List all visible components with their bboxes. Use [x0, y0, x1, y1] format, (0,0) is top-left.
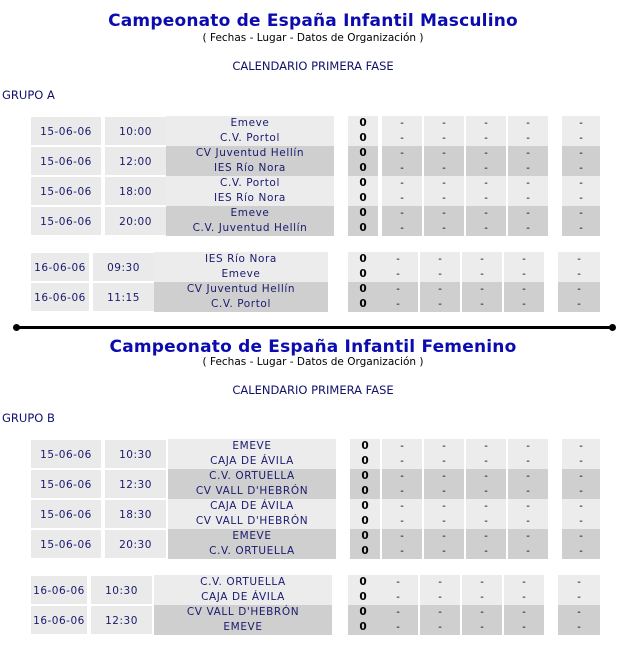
- section-subtitle-femenino: ( Fechas - Lugar - Datos de Organización ): [202, 356, 424, 368]
- team-name: IES Río Nora: [166, 191, 334, 206]
- team-score: 0: [348, 575, 378, 590]
- match-time: 12:30: [104, 469, 167, 499]
- calendar-heading-masculino: CALENDARIO PRIMERA FASE: [232, 59, 394, 73]
- set-score: -: [420, 590, 460, 605]
- set-score: -: [462, 590, 502, 605]
- set-score: -: [466, 176, 506, 191]
- set-score: -: [508, 514, 548, 529]
- set-score: -: [508, 484, 548, 499]
- match-time: 10:00: [104, 116, 167, 146]
- set-score: -: [424, 544, 464, 559]
- set-score: -: [382, 131, 422, 146]
- match-date: 15-06-06: [30, 499, 102, 529]
- team-score: 0: [348, 161, 378, 176]
- team-name: EMEVE: [168, 439, 336, 454]
- team-score: 0: [350, 544, 380, 559]
- team-name: CV VALL D'HEBRÓN: [168, 484, 336, 499]
- team-name: EMEVE: [168, 529, 336, 544]
- set-total: -: [562, 529, 600, 544]
- set-score: -: [508, 221, 548, 236]
- set-score: -: [466, 161, 506, 176]
- team-name: C.V. ORTUELLA: [168, 469, 336, 484]
- set-total: -: [558, 297, 600, 312]
- set-score: -: [466, 514, 506, 529]
- set-score: -: [466, 499, 506, 514]
- match-date: 16-06-06: [30, 252, 90, 282]
- set-score: -: [462, 267, 502, 282]
- set-score: -: [420, 267, 460, 282]
- match-time: 20:00: [104, 206, 167, 236]
- set-score: -: [378, 267, 418, 282]
- set-score: -: [508, 116, 548, 131]
- set-score: -: [424, 131, 464, 146]
- set-total: -: [562, 499, 600, 514]
- set-score: -: [466, 469, 506, 484]
- set-score: -: [462, 252, 502, 267]
- set-score: -: [508, 529, 548, 544]
- set-score: -: [382, 161, 422, 176]
- set-score: -: [424, 191, 464, 206]
- match-row: [30, 146, 606, 177]
- team-score: 0: [350, 454, 380, 469]
- set-score: -: [466, 191, 506, 206]
- match-date: 15-06-06: [30, 176, 102, 206]
- set-score: -: [420, 605, 460, 620]
- set-score: -: [424, 454, 464, 469]
- team-name: C.V. Juventud Hellín: [166, 221, 334, 236]
- team-score: 0: [348, 116, 378, 131]
- set-total: -: [562, 206, 600, 221]
- set-score: -: [466, 454, 506, 469]
- set-score: -: [382, 529, 422, 544]
- set-total: -: [562, 116, 600, 131]
- team-name: Emeve: [166, 116, 334, 131]
- set-score: -: [466, 131, 506, 146]
- set-score: -: [420, 575, 460, 590]
- set-score: -: [508, 206, 548, 221]
- set-score: -: [466, 221, 506, 236]
- match-row: [30, 116, 606, 147]
- set-score: -: [462, 282, 502, 297]
- set-score: -: [420, 282, 460, 297]
- set-score: -: [508, 469, 548, 484]
- set-score: -: [508, 146, 548, 161]
- set-score: -: [462, 620, 502, 635]
- set-score: -: [424, 161, 464, 176]
- set-score: -: [382, 454, 422, 469]
- team-name: C.V. Portol: [154, 297, 328, 312]
- team-score: 0: [350, 529, 380, 544]
- match-row: [30, 206, 606, 237]
- match-date: 15-06-06: [30, 206, 102, 236]
- team-score: 0: [348, 267, 378, 282]
- match-time: 10:30: [104, 439, 167, 469]
- team-name: CV Juventud Hellín: [166, 146, 334, 161]
- match-time: 18:00: [104, 176, 167, 206]
- team-score: 0: [350, 514, 380, 529]
- set-score: -: [462, 605, 502, 620]
- team-name: CV VALL D'HEBRÓN: [168, 514, 336, 529]
- match-row: [30, 252, 606, 283]
- set-score: -: [382, 469, 422, 484]
- set-score: -: [504, 282, 544, 297]
- team-name: C.V. ORTUELLA: [168, 544, 336, 559]
- team-score: 0: [348, 206, 378, 221]
- team-score: 0: [348, 605, 378, 620]
- set-score: -: [424, 469, 464, 484]
- section-title-masculino: Campeonato de España Infantil Masculino: [108, 11, 518, 31]
- set-total: -: [558, 282, 600, 297]
- match-row: [30, 499, 606, 530]
- match-date: 15-06-06: [30, 116, 102, 146]
- set-score: -: [378, 575, 418, 590]
- team-score: 0: [350, 499, 380, 514]
- set-score: -: [424, 484, 464, 499]
- set-total: -: [562, 131, 600, 146]
- set-score: -: [378, 620, 418, 635]
- set-score: -: [504, 252, 544, 267]
- set-score: -: [378, 282, 418, 297]
- team-score: 0: [348, 282, 378, 297]
- set-score: -: [424, 514, 464, 529]
- set-score: -: [504, 297, 544, 312]
- set-score: -: [424, 206, 464, 221]
- set-score: -: [424, 146, 464, 161]
- set-score: -: [466, 439, 506, 454]
- set-score: -: [466, 484, 506, 499]
- match-date: 15-06-06: [30, 439, 102, 469]
- team-score: 0: [348, 252, 378, 267]
- set-total: -: [558, 590, 600, 605]
- match-row: [30, 176, 606, 207]
- match-time: 09:30: [92, 252, 155, 282]
- team-name: CAJA DE ÁVILA: [154, 590, 332, 605]
- match-date: 15-06-06: [30, 529, 102, 559]
- match-row: [30, 575, 606, 606]
- set-score: -: [504, 605, 544, 620]
- team-score: 0: [350, 484, 380, 499]
- set-score: -: [424, 529, 464, 544]
- set-score: -: [424, 176, 464, 191]
- group-label-a: GRUPO A: [2, 88, 55, 102]
- set-total: -: [558, 252, 600, 267]
- set-score: -: [424, 116, 464, 131]
- set-total: -: [562, 544, 600, 559]
- set-score: -: [378, 297, 418, 312]
- set-score: -: [420, 620, 460, 635]
- set-total: -: [562, 469, 600, 484]
- match-date: 16-06-06: [30, 605, 88, 635]
- set-score: -: [466, 206, 506, 221]
- set-total: -: [562, 514, 600, 529]
- team-name: CV Juventud Hellín: [154, 282, 328, 297]
- set-score: -: [382, 191, 422, 206]
- set-score: -: [504, 575, 544, 590]
- set-total: -: [562, 191, 600, 206]
- set-score: -: [508, 544, 548, 559]
- set-score: -: [378, 590, 418, 605]
- set-total: -: [558, 620, 600, 635]
- team-name: Emeve: [154, 267, 328, 282]
- team-score: 0: [348, 191, 378, 206]
- set-score: -: [382, 116, 422, 131]
- set-score: -: [424, 221, 464, 236]
- set-score: -: [508, 161, 548, 176]
- match-time: 12:00: [104, 146, 167, 176]
- team-score: 0: [348, 590, 378, 605]
- match-date: 15-06-06: [30, 146, 102, 176]
- match-time: 20:30: [104, 529, 167, 559]
- set-score: -: [466, 529, 506, 544]
- set-total: -: [562, 161, 600, 176]
- set-score: -: [466, 146, 506, 161]
- team-name: Emeve: [166, 206, 334, 221]
- team-name: C.V. Portol: [166, 131, 334, 146]
- set-score: -: [420, 297, 460, 312]
- match-row: [30, 282, 606, 313]
- team-name: C.V. ORTUELLA: [154, 575, 332, 590]
- set-score: -: [504, 590, 544, 605]
- match-time: 11:15: [92, 282, 155, 312]
- set-score: -: [382, 484, 422, 499]
- set-total: -: [558, 267, 600, 282]
- team-name: C.V. Portol: [166, 176, 334, 191]
- team-score: 0: [350, 439, 380, 454]
- set-score: -: [378, 605, 418, 620]
- team-score: 0: [348, 221, 378, 236]
- match-time: 10:30: [90, 575, 153, 605]
- match-date: 15-06-06: [30, 469, 102, 499]
- set-score: -: [382, 146, 422, 161]
- set-score: -: [462, 297, 502, 312]
- set-score: -: [424, 499, 464, 514]
- set-score: -: [508, 499, 548, 514]
- set-score: -: [382, 221, 422, 236]
- set-score: -: [508, 131, 548, 146]
- set-score: -: [504, 267, 544, 282]
- team-score: 0: [350, 469, 380, 484]
- match-time: 18:30: [104, 499, 167, 529]
- set-score: -: [504, 620, 544, 635]
- set-total: -: [558, 605, 600, 620]
- set-score: -: [508, 454, 548, 469]
- set-score: -: [382, 439, 422, 454]
- team-name: IES Río Nora: [154, 252, 328, 267]
- team-score: 0: [348, 176, 378, 191]
- set-score: -: [424, 439, 464, 454]
- section-title-femenino: Campeonato de España Infantil Femenino: [109, 337, 517, 357]
- set-total: -: [562, 439, 600, 454]
- match-row: [30, 529, 606, 560]
- calendar-heading-femenino: CALENDARIO PRIMERA FASE: [232, 383, 394, 397]
- set-score: -: [378, 252, 418, 267]
- match-row: [30, 605, 606, 636]
- set-total: -: [562, 176, 600, 191]
- set-score: -: [382, 206, 422, 221]
- set-total: -: [562, 221, 600, 236]
- set-total: -: [562, 484, 600, 499]
- match-date: 16-06-06: [30, 282, 90, 312]
- set-score: -: [382, 514, 422, 529]
- match-row: [30, 439, 606, 470]
- team-name: CV VALL D'HEBRÓN: [154, 605, 332, 620]
- team-name: CAJA DE ÁVILA: [168, 454, 336, 469]
- match-time: 12:30: [90, 605, 153, 635]
- team-name: IES Río Nora: [166, 161, 334, 176]
- set-score: -: [508, 439, 548, 454]
- set-score: -: [462, 575, 502, 590]
- group-label-b: GRUPO B: [2, 411, 55, 425]
- team-score: 0: [348, 620, 378, 635]
- set-total: -: [562, 454, 600, 469]
- team-score: 0: [348, 297, 378, 312]
- section-divider: [16, 326, 613, 329]
- team-name: CAJA DE ÁVILA: [168, 499, 336, 514]
- set-score: -: [382, 176, 422, 191]
- set-total: -: [562, 146, 600, 161]
- section-subtitle-masculino: ( Fechas - Lugar - Datos de Organización ): [202, 32, 424, 44]
- set-score: -: [508, 191, 548, 206]
- set-total: -: [558, 575, 600, 590]
- match-date: 16-06-06: [30, 575, 88, 605]
- set-score: -: [466, 544, 506, 559]
- team-score: 0: [348, 146, 378, 161]
- team-score: 0: [348, 131, 378, 146]
- team-name: EMEVE: [154, 620, 332, 635]
- set-score: -: [508, 176, 548, 191]
- match-row: [30, 469, 606, 500]
- set-score: -: [382, 544, 422, 559]
- set-score: -: [382, 499, 422, 514]
- set-score: -: [420, 252, 460, 267]
- set-score: -: [466, 116, 506, 131]
